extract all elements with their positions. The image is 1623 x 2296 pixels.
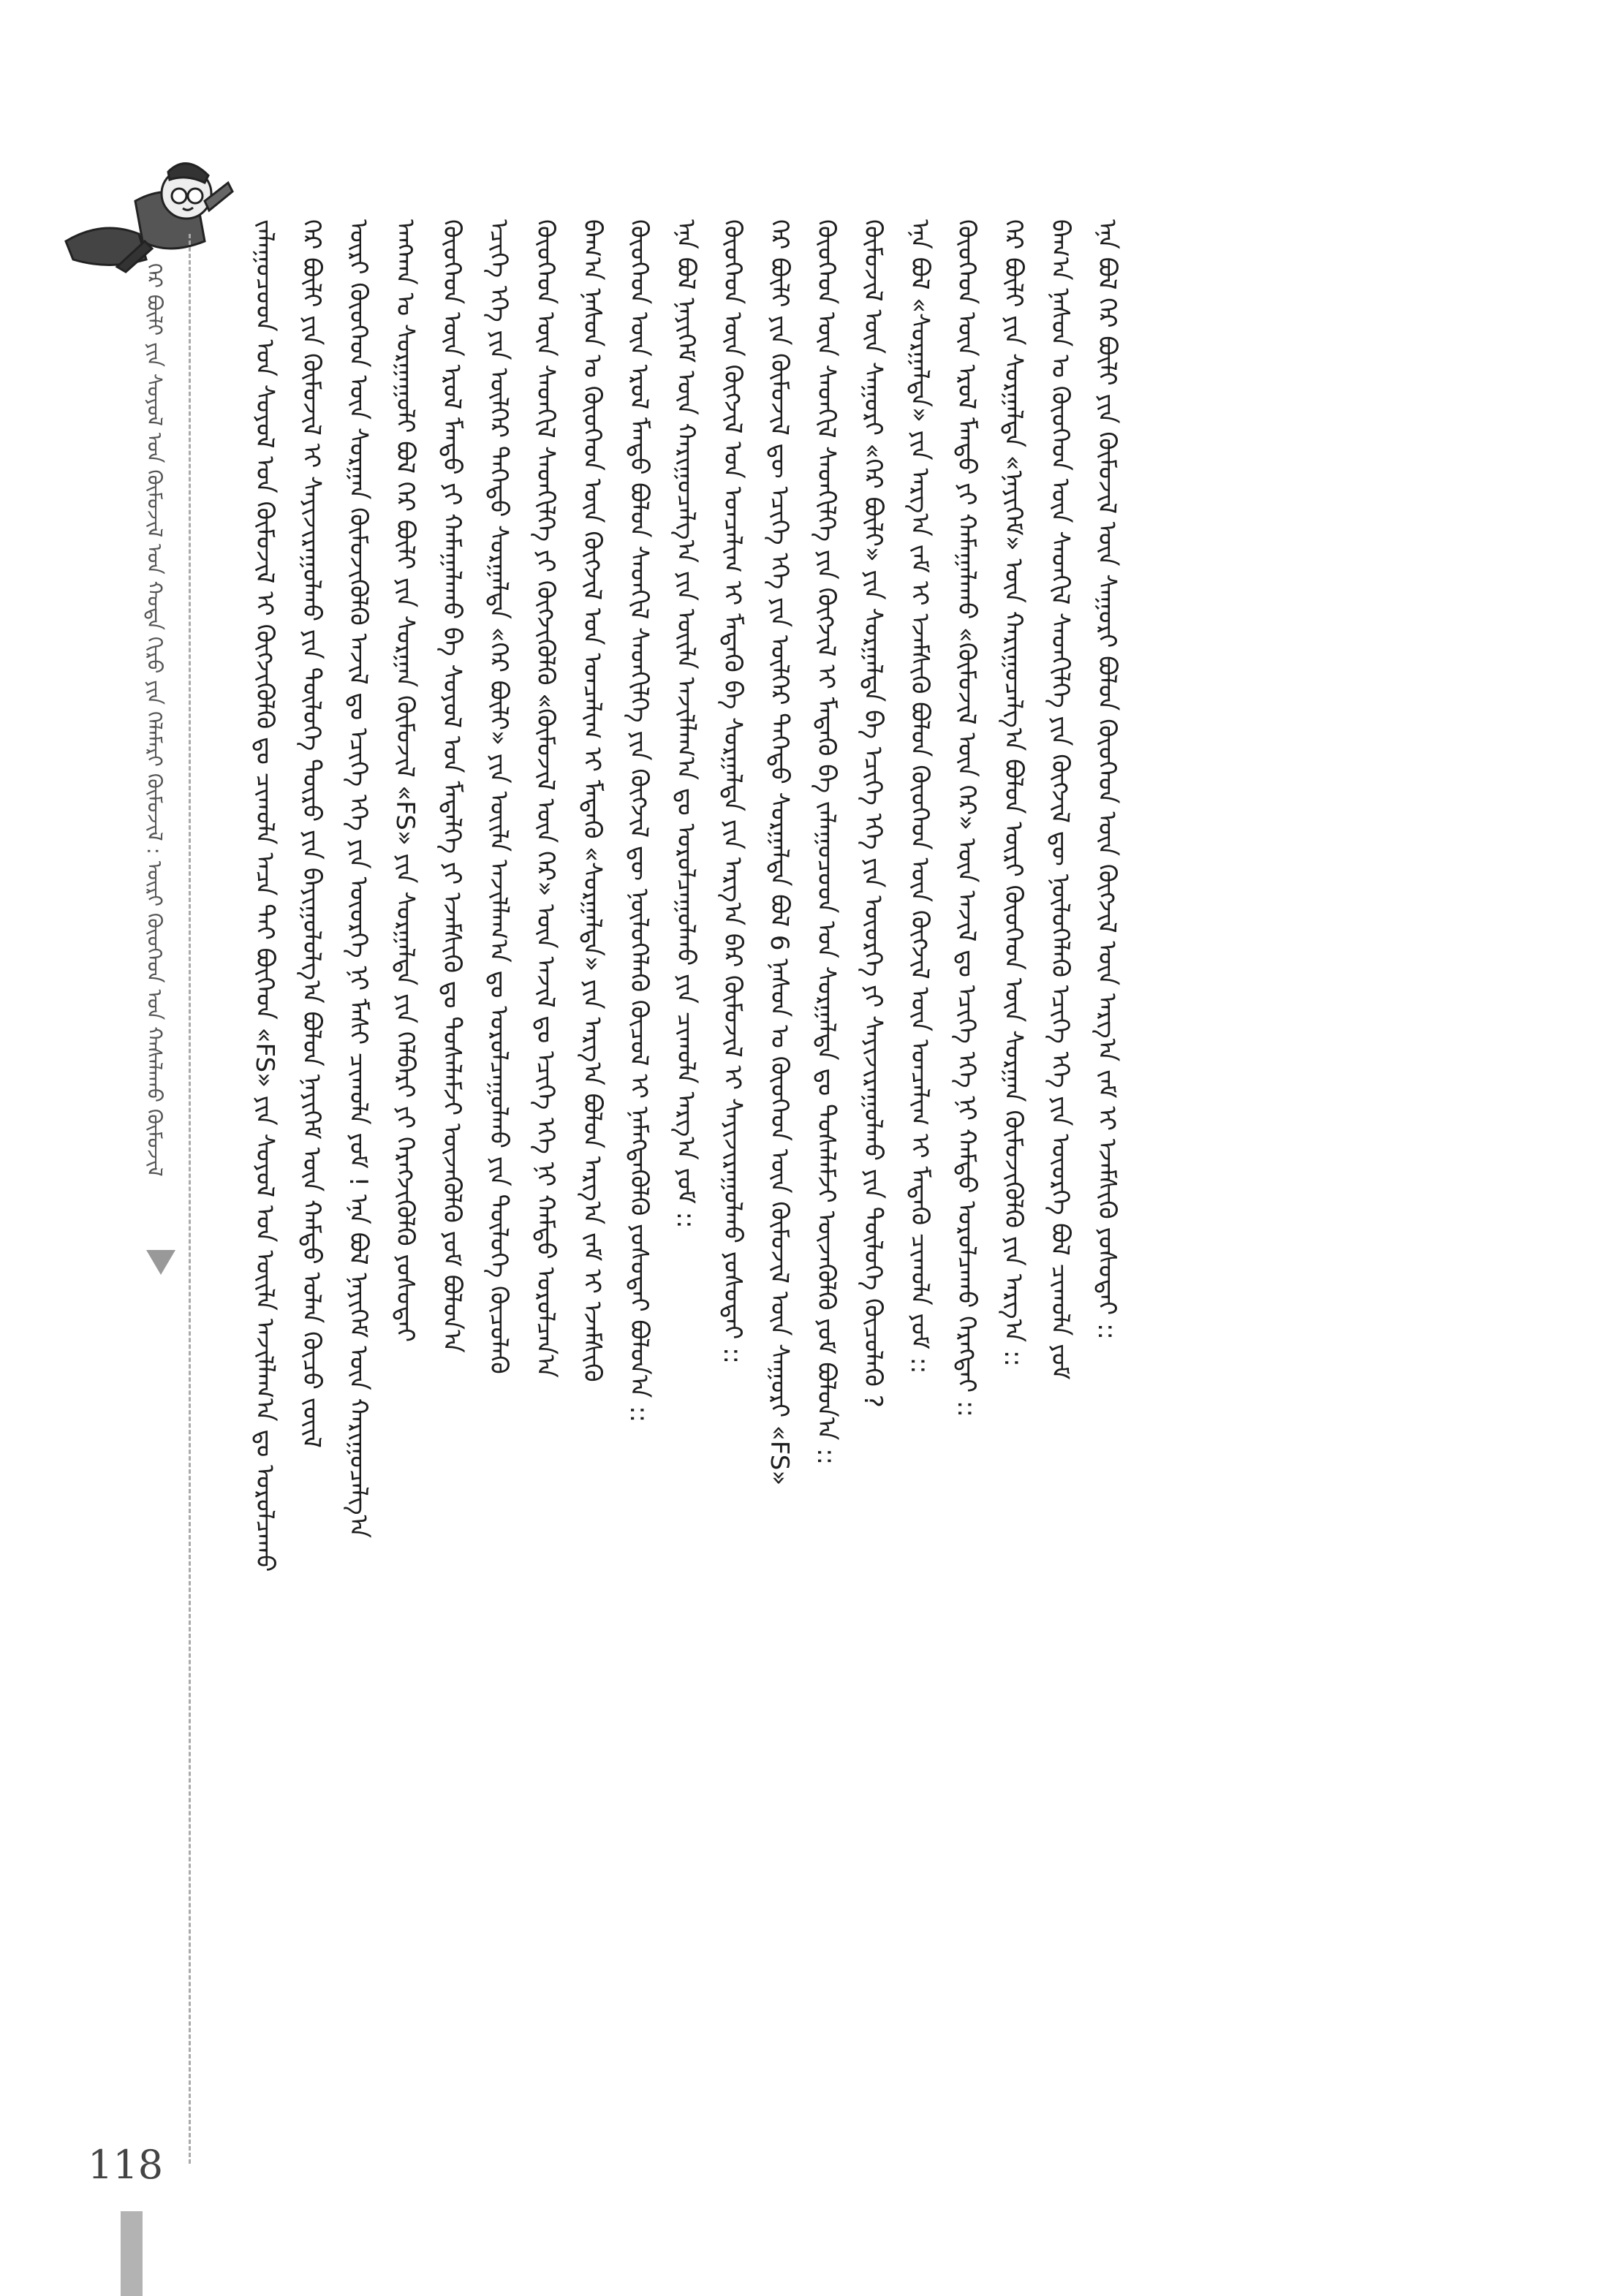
text-column: ᠬᠦᠦᠬᠡᠳ ᠦᠨ ᠡᠷᠦᠯ ᠮᠡᠨᠳᠦ ᠶᠢ ᠬᠠᠮᠠᠭᠠᠯᠠᠬᠤ ᠪᠠ ᠰᠣᠶᠣᠯ ᠤᠨ ᠮᠡᠳᠡᠯᠭᠡ ᠶᠢ ᠡᠵᠡᠮᠰᠢᠬᠦ ᠳᠤ ᠲᠤᠰᠠᠯᠠᠮᠵᠢ ᠦᠵᠡᠭᠦᠯᠬᠦ ᠶᠤᠮ ᠪᠣᠯᠤᠨ᠎ᠠ [437,219,466,1353]
body-text [241,219,1484,2127]
text-column: ᠬᠦᠦᠬᠡᠳ ᠦᠨ ᠰᠡᠳᠬᠢᠯ ᠰᠡᠳᠬᠢᠯᠭᠡ ᠶᠢ ᠬᠦᠭᠵᠢᠭᠦᠯᠬᠦ «ᠬᠦᠮᠦᠵᠢᠯ ᠦᠨ ᠭᠡᠷ» ᠦᠨ ᠠᠵᠢᠯ ᠳᠤ ᠡᠴᠢᠭᠡ ᠡᠬᠡ ᠨᠢ ᠬᠠᠮᠲᠤ ᠣᠷᠣᠯᠴᠠᠨ᠎ᠠ [531,219,560,1378]
text-column: ᠦᠷᠢ ᠬᠦᠦᠬᠡᠳ ᠦᠨ ᠰᠤᠷᠭᠠᠨ ᠬᠦᠮᠦᠵᠢᠭᠦᠯᠬᠦ ᠠᠵᠢᠯ ᠳᠤ ᠡᠴᠢᠭᠡ ᠡᠬᠡ ᠶᠢᠨ ᠦᠦᠷᠭᠡ ᠨᠢ ᠮᠠᠰᠢ ᠴᠢᠬᠤᠯᠠ ᠶᠤᠮ ! ᠡᠨᠡ ᠪᠣᠯ ᠨᠡᠶᠢᠭᠡᠮ ᠦᠨ ᠬᠠᠷᠢᠭᠤᠴᠠᠯᠭ᠎ᠠ [344,219,373,1539]
text-column: ᠬᠦᠦᠬᠡᠳ ᠦᠨ ᠡᠷᠦᠯ ᠮᠡᠨᠳᠦ ᠪᠣᠯᠤᠨ ᠰᠡᠳᠬᠢᠯ ᠰᠡᠳᠬᠢᠯᠭᠡ ᠶᠢᠨ ᠬᠥᠭᠵᠢᠯ ᠳᠦ ᠨᠥᠯᠥᠭᠡᠯᠡᠬᠦ ᠬᠦᠴᠦᠯ ᠢ ᠨᠡᠮᠡᠭᠳᠡᠭᠦᠯᠬᠦ ᠶᠤᠰᠤᠲᠠᠢ ᠪᠣᠯᠤᠨ᠎ᠠ :: [624,219,654,1423]
running-header: ᠭᠡᠷ ᠪᠦᠯᠢ ᠶᠢᠨ ᠰᠣᠶᠣᠯ ᠤᠨ ᠬᠦᠮᠦᠵᠢᠯ ᠤᠨ ᠬᠣᠲᠠ ᠬᠢᠷᠣ ᠶᠢᠨ ᠬᠡᠯᠡᠮᠡᠷᠢ ᠬᠦᠮᠦᠵᠢᠯ : ᠦᠷᠢ ᠬᠦᠦᠬᠡᠳ ᠤᠨ ᠬᠠᠰᠠᠯᠠᠬᠤ ᠬᠦᠮᠦᠵᠢᠯ [143,263,167,1177]
page-edge-bar [121,2211,143,2296]
text-column: ᠵᠠᠯᠠᠭᠤᠴᠤᠳ ᠤᠨ ᠰᠣᠶᠣᠯ ᠤᠨ ᠬᠦᠮᠦᠵᠢᠯ ᠢ ᠬᠦᠭᠵᠢᠭᠦᠯᠬᠦ ᠳᠤ ᠴᠢᠬᠤᠯᠠ ᠠᠴᠠ ᠲᠠᠢ ᠪᠥᠭᠡᠳ «FS» ᠶᠢᠨ ᠰᠣᠶᠣᠯ ᠤᠨ ᠦᠢᠯᠡ ᠠᠵᠢᠯᠯᠠᠭ᠎ᠠ ᠳᠤ ᠣᠷᠣᠯᠴᠠᠬᠤ [250,219,279,1572]
page-number: 118 [88,2142,164,2188]
header-divider [189,234,191,2164]
text-column: ᠬᠦᠮᠦᠵᠢᠯ ᠦᠨ ᠰᠠᠭᠤᠷᠢ «ᠭᠡᠷ ᠪᠦᠯᠢ» ᠶᠢᠨ ᠰᠤᠷᠭᠠᠯᠲᠠ ᠪᠠ ᠡᠴᠢᠭᠡ ᠡᠬᠡ ᠶᠢᠨ ᠦᠦᠷᠭᠡ ᠶᠢ ᠰᠠᠶᠢᠵᠢᠷᠠᠭᠤᠯᠬᠤ ᠶᠢᠨ ᠲᠥᠯᠥᠭᠡ ᠬᠦᠴᠦᠯᠡᠬᠦ ? [858,219,888,1408]
text-column: ᠭᠡᠷ ᠪᠦᠯᠢ ᠶᠢᠨ ᠰᠤᠷᠭᠠᠯᠲᠠ «ᠨᠡᠶᠢᠭᠡᠮ» ᠦᠨ ᠬᠠᠷᠢᠭᠤᠴᠠᠯᠭ᠎ᠠ ᠪᠣᠯᠤᠨ ᠦᠷᠢ ᠬᠦᠦᠬᠡᠳ ᠦᠨ ᠰᠤᠷᠭᠠᠨ ᠬᠦᠮᠦᠵᠢᠭᠦᠯᠬᠦ ᠶᠢᠨ ᠠᠷᠭ᠎ᠠ :: [999,219,1028,1367]
text-column: ᠬᠦᠦᠬᠡᠳ ᠦᠨ ᠰᠡᠳᠬᠢᠯ ᠰᠡᠳᠬᠢᠯᠭᠡ ᠶᠢᠨ ᠬᠥᠭᠵᠢᠯ ᠢ ᠮᠡᠳᠡᠬᠦ ᠪᠠ ᠵᠠᠯᠠᠭᠤᠴᠤᠳ ᠤᠨ ᠰᠤᠷᠭᠠᠯᠲᠠ ᠳᠤ ᠲᠤᠰᠠᠯᠠᠮᠵᠢ ᠦᠵᠡᠭᠦᠯᠬᠦ ᠶᠤᠮ ᠪᠣᠯᠤᠨ᠎ᠠ :: [812,219,841,1466]
text-column: ᠪᠠᠭ᠎ᠠ ᠨᠠᠰᠤᠨ ᠤ ᠬᠦᠦᠬᠡᠳ ᠦᠨ ᠰᠡᠳᠬᠢᠯ ᠰᠡᠳᠬᠢᠯᠭᠡ ᠶᠢᠨ ᠬᠥᠭᠵᠢᠯ ᠳᠦ ᠨᠥᠯᠥᠭᠡᠯᠡᠬᠦ ᠡᠴᠢᠭᠡ ᠡᠬᠡ ᠶᠢᠨ ᠦᠦᠷᠭᠡ ᠪᠣᠯ ᠴᠢᠬᠤᠯᠠ ᠶᠤᠮ [1045,219,1075,1380]
text-column: ᠡᠴᠢᠭᠡ ᠡᠬᠡ ᠶᠢᠨ ᠦᠯᠭᠡᠷ ᠳᠡᠭᠡᠳᠦ ᠰᠤᠷᠭᠠᠯᠲᠠ «ᠭᠡᠷ ᠪᠦᠯᠢ» ᠶᠢᠨ ᠦᠢᠯᠡ ᠠᠵᠢᠯᠯᠠᠭ᠎ᠠ ᠳᠤ ᠣᠷᠣᠯᠴᠠᠭᠤᠯᠬᠤ ᠶᠢᠨ ᠲᠥᠯᠥᠭᠡ ᠬᠦᠴᠦᠯᠡᠬᠦ [484,219,513,1374]
text-column: ᠡᠨᠡ ᠪᠣᠯ ᠨᠡᠶᠢᠭᠡᠮ ᠦᠨ ᠬᠠᠷᠢᠭᠤᠴᠠᠯᠭ᠎ᠠ ᠶᠢᠨ ᠦᠢᠯᠡ ᠠᠵᠢᠯᠯᠠᠭ᠎ᠠ ᠳᠤ ᠣᠷᠣᠯᠴᠠᠭᠤᠯᠬᠤ ᠶᠢᠨ ᠴᠢᠬᠤᠯᠠ ᠠᠷᠭ᠎ᠠ ᠶᠤᠮ :: [671,219,700,1229]
text-column: ᠭᠡᠷ ᠪᠦᠯᠢ ᠶᠢᠨ ᠬᠦᠮᠦᠵᠢᠯ ᠳᠦ ᠡᠴᠢᠭᠡ ᠡᠬᠡ ᠶᠢᠨ ᠦᠯᠭᠡᠷ ᠳᠡᠭᠡᠳᠦ ᠰᠤᠷᠭᠠᠯᠲᠠ ᠪᠣᠯ 6 ᠨᠠᠰᠤᠨ ᠤ ᠬᠦᠦᠬᠡᠳ ᠦᠨ ᠬᠦᠮᠦᠵᠢᠯ ᠦᠨ ᠰᠠᠭᠤᠷᠢ «FS» [765,219,794,1486]
text-column: ᠡᠨᠡ ᠪᠣᠯ «ᠰᠤᠷᠭᠠᠯᠲᠠ» ᠶᠢᠨ ᠠᠷᠭ᠎ᠠ ᠵᠠᠮ ᠢ ᠡᠵᠡᠮᠰᠢᠬᠦ ᠪᠣᠯᠤᠨ ᠬᠦᠦᠬᠡᠳ ᠦᠨ ᠬᠥᠭᠵᠢᠯ ᠦᠨ ᠣᠨᠴᠠᠯᠢᠭ ᠢ ᠮᠡᠳᠡᠬᠦ ᠴᠢᠬᠤᠯᠠ ᠶᠤᠮ :: [905,219,934,1374]
text-column: ᠭᠡᠷ ᠪᠦᠯᠢ ᠶᠢᠨ ᠬᠦᠮᠦᠵᠢᠯ ᠢ ᠰᠠᠶᠢᠵᠢᠷᠠᠭᠤᠯᠬᠤ ᠶᠢᠨ ᠲᠥᠯᠥᠭᠡ ᠲᠥᠷᠥ ᠶᠢᠨ ᠪᠠᠶᠢᠭᠤᠯᠤᠯᠭ᠎ᠠ ᠪᠣᠯᠤᠨ ᠨᠡᠶᠢᠭᠡᠮ ᠦᠨ ᠬᠠᠮᠲᠤ ᠣᠯᠠᠨ ᠬᠦᠴᠦ ᠵᠦᠢᠯ [297,219,326,1448]
header-arrow-icon [146,1250,175,1275]
text-column: ᠬᠦᠦᠬᠡᠳ ᠦᠨ ᠬᠥᠭᠵᠢᠯ ᠤᠨ ᠣᠨᠴᠠᠯᠢᠭ ᠢ ᠮᠡᠳᠡᠬᠦ ᠪᠠ ᠰᠤᠷᠭᠠᠯᠲᠠ ᠶᠢᠨ ᠠᠷᠭ᠎ᠠ ᠪᠠᠷ ᠬᠦᠮᠦᠵᠢᠯ ᠢ ᠰᠠᠶᠢᠵᠢᠷᠠᠭᠤᠯᠬᠤ ᠶᠤᠰᠤᠲᠠᠢ :: [718,219,747,1364]
text-column: ᠡᠨᠡ ᠪᠣᠯ ᠭᠡᠷ ᠪᠦᠯᠢ ᠶᠢᠨ ᠬᠦᠮᠦᠵᠢᠯ ᠦᠨ ᠰᠠᠭᠤᠷᠢ ᠪᠣᠯᠤᠨ ᠬᠦᠦᠬᠡᠳ ᠦᠨ ᠬᠥᠭᠵᠢᠯ ᠦᠨ ᠠᠷᠭ᠎ᠠ ᠵᠠᠮ ᠢ ᠡᠵᠡᠮᠰᠢᠬᠦ ᠶᠤᠰᠤᠲᠠᠢ :: [1092,219,1121,1340]
text-column: ᠬᠦᠦᠬᠡᠳ ᠦᠨ ᠡᠷᠦᠯ ᠮᠡᠨᠳᠦ ᠶᠢ ᠬᠠᠮᠠᠭᠠᠯᠠᠬᠤ «ᠬᠦᠮᠦᠵᠢᠯ ᠦᠨ ᠭᠡᠷ» ᠦᠨ ᠠᠵᠢᠯ ᠳᠤ ᠡᠴᠢᠭᠡ ᠡᠬᠡ ᠨᠢ ᠬᠠᠮᠲᠤ ᠣᠷᠣᠯᠴᠠᠬᠤ ᠬᠡᠷᠡᠭᠲᠡᠢ :: [952,219,981,1417]
text-column: ᠪᠠᠭ᠎ᠠ ᠨᠠᠰᠤᠨ ᠤ ᠬᠦᠦᠬᠡᠳ ᠦᠨ ᠬᠥᠭᠵᠢᠯ ᠤᠨ ᠣᠨᠴᠠᠯᠢᠭ ᠢ ᠮᠡᠳᠡᠬᠦ «ᠰᠤᠷᠭᠠᠯᠲᠠ» ᠶᠢᠨ ᠠᠷᠭ᠎ᠠ ᠪᠣᠯᠤᠨ ᠠᠷᠭ᠎ᠠ ᠵᠠᠮ ᠢ ᠡᠵᠡᠮᠰᠢᠬᠦ [578,219,607,1382]
text-column: ᠠᠩᠬᠠᠨ ᠤ ᠰᠤᠷᠭᠠᠭᠤᠯᠢ ᠪᠣᠯ ᠭᠡᠷ ᠪᠦᠯᠢ ᠶᠢᠨ ᠰᠤᠷᠭᠠᠨ ᠬᠦᠮᠦᠵᠢᠯ «FS» ᠶᠢᠨ ᠰᠤᠷᠭᠠᠯᠲᠠ ᠶᠢᠨ ᠬᠡᠯᠪᠡᠷᠢ ᠶᠢ ᠬᠡᠷᠡᠭᠵᠢᠭᠦᠯᠬᠦ ᠶᠤᠰᠤᠲᠠᠢ [390,219,420,1343]
mascot-illustration [58,132,234,278]
